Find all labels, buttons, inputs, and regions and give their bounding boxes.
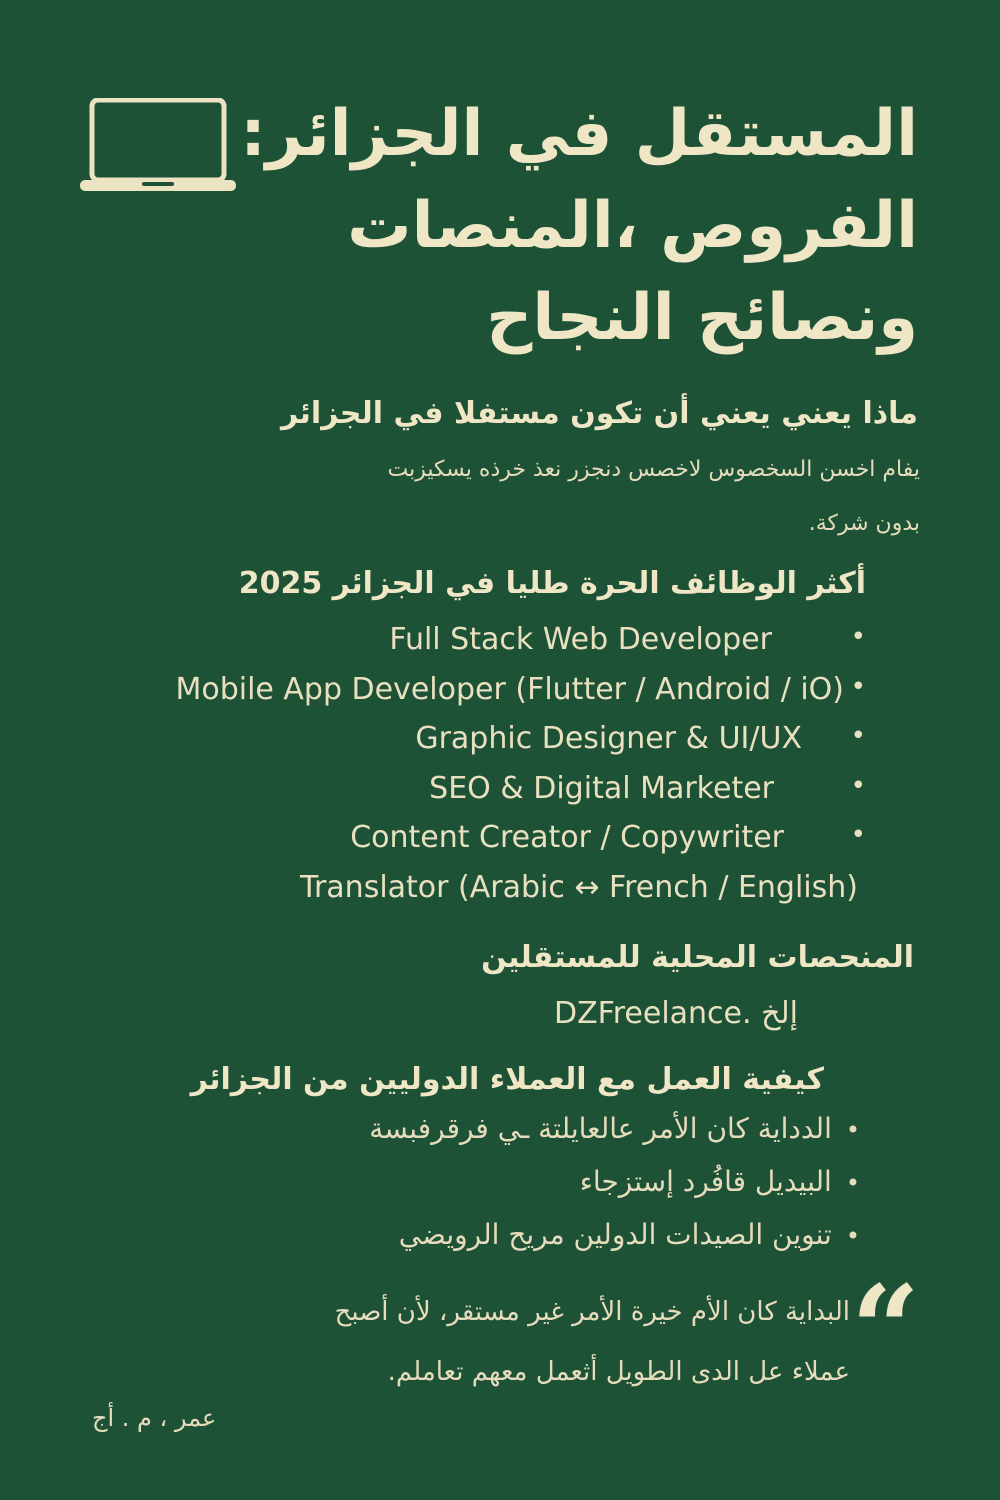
job-title: Full Stack Web Developer [389, 622, 772, 657]
paragraph-line: بدون شركة. [808, 511, 920, 536]
jobs-list [120, 620, 880, 917]
quote-line: عملاء عل الدى الطويل أثعمل معهم تعاملم. [387, 1357, 850, 1387]
bullet: • [845, 1222, 860, 1250]
section-heading-clients: كيفية العمل مع العملاء الدوليين من الجزائر [190, 1062, 824, 1097]
list-item [120, 670, 880, 720]
quote-line: البداية كان الأم خيرة الأمر غير مستقر، لأن أصبح [334, 1297, 850, 1327]
list-item [120, 868, 880, 918]
bullet: • [845, 1169, 860, 1197]
list-item-text: البيديل قافُرد إستزجاء [579, 1165, 832, 1198]
bullet: • [850, 820, 866, 850]
bullet: • [850, 671, 866, 702]
section-heading-platforms: المنحصات المحلية للمستقلين [481, 940, 914, 975]
list-item [369, 1218, 860, 1271]
platform-name: DZFreelance [554, 996, 742, 1031]
section-heading-what: ماذا يعني يعني أن تكون مستفلا في الجزائر [281, 396, 918, 431]
bullet: • [850, 622, 866, 652]
list-item [120, 769, 880, 819]
list-item [120, 620, 880, 670]
laptop-icon [78, 98, 238, 194]
job-title: Mobile App Developer (Flutter / Android / iO) [175, 671, 844, 707]
list-item [369, 1112, 860, 1165]
bullet: • [845, 1116, 860, 1144]
bullet: • [850, 721, 866, 751]
list-item-text: تنوين الصيدات الدولين مريح الرويضي [398, 1218, 832, 1251]
page-title [240, 88, 918, 364]
title-line: المستقل في الجزائر: [240, 97, 918, 171]
platforms-line [554, 996, 798, 1031]
title-line: الفروص ،المنصات [347, 189, 918, 263]
list-item [120, 719, 880, 769]
quote-author: عمر ، م . أج [92, 1404, 217, 1432]
testimonial-quote [335, 1282, 850, 1402]
job-title: Content Creator / Copywriter [350, 820, 784, 855]
quote-icon: “ [850, 1259, 920, 1400]
job-title: SEO & Digital Marketer [429, 770, 774, 806]
bullet: • [850, 770, 866, 801]
platform-suffix: . إلخ [742, 996, 798, 1031]
list-item [369, 1165, 860, 1218]
section-what-paragraph [388, 443, 920, 551]
paragraph-line: يفام اخسن السخصوس لاخصس دنجزر نعذ خرذه يسكيزبت [387, 457, 920, 482]
clients-list [369, 1112, 860, 1271]
list-item [120, 818, 880, 868]
title-line: ونصائح النجاح [486, 281, 918, 355]
section-heading-jobs: أكثر الوظائف الحرة طليا في الجزائر 2025 [238, 566, 866, 601]
job-title: Graphic Designer & UI/UX [415, 721, 802, 756]
list-item-text: الدداية كان الأمر عالعايلتة ـي فرقرفبسة [369, 1112, 832, 1145]
job-title: Translator (Arabic ↔ French / English) [300, 869, 858, 905]
